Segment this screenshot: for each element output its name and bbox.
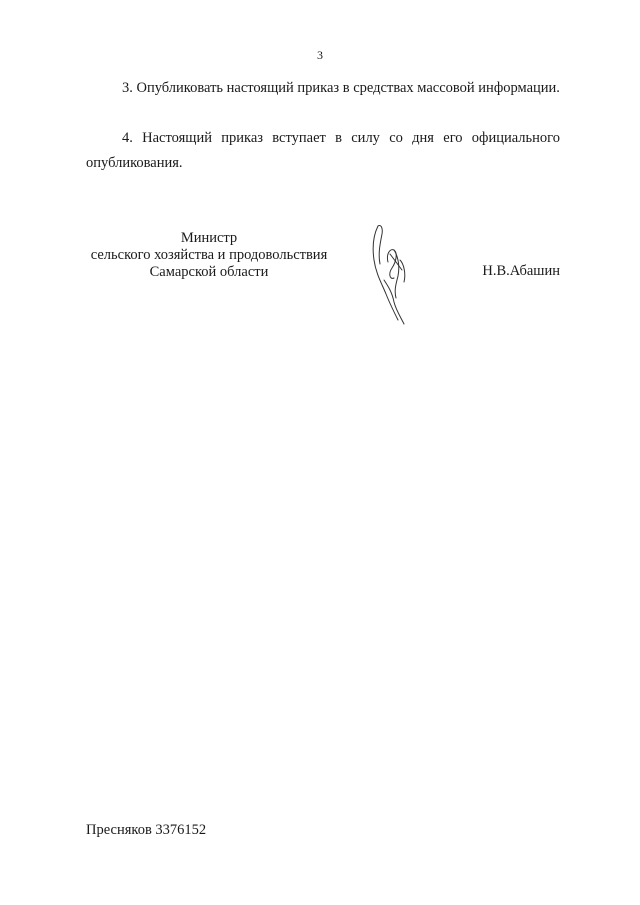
position-line-2: сельского хозяйства и продовольствия (90, 247, 328, 263)
position-line-1: Министр (180, 230, 238, 246)
signatory-position (80, 230, 338, 281)
handwritten-signature (364, 220, 420, 326)
position-line-3: Самарской области (149, 264, 269, 280)
order-item-3: 3. Опубликовать настоящий приказ в средствах массовой информации. (122, 80, 560, 96)
page-number: 3 (317, 48, 323, 62)
signatory-name: Н.В.Абашин (482, 263, 560, 279)
order-item-4: 4. Настоящий приказ вступает в силу со дня его официального опубликования. (86, 130, 560, 171)
executor-info: Пресняков 3376152 (86, 822, 207, 838)
